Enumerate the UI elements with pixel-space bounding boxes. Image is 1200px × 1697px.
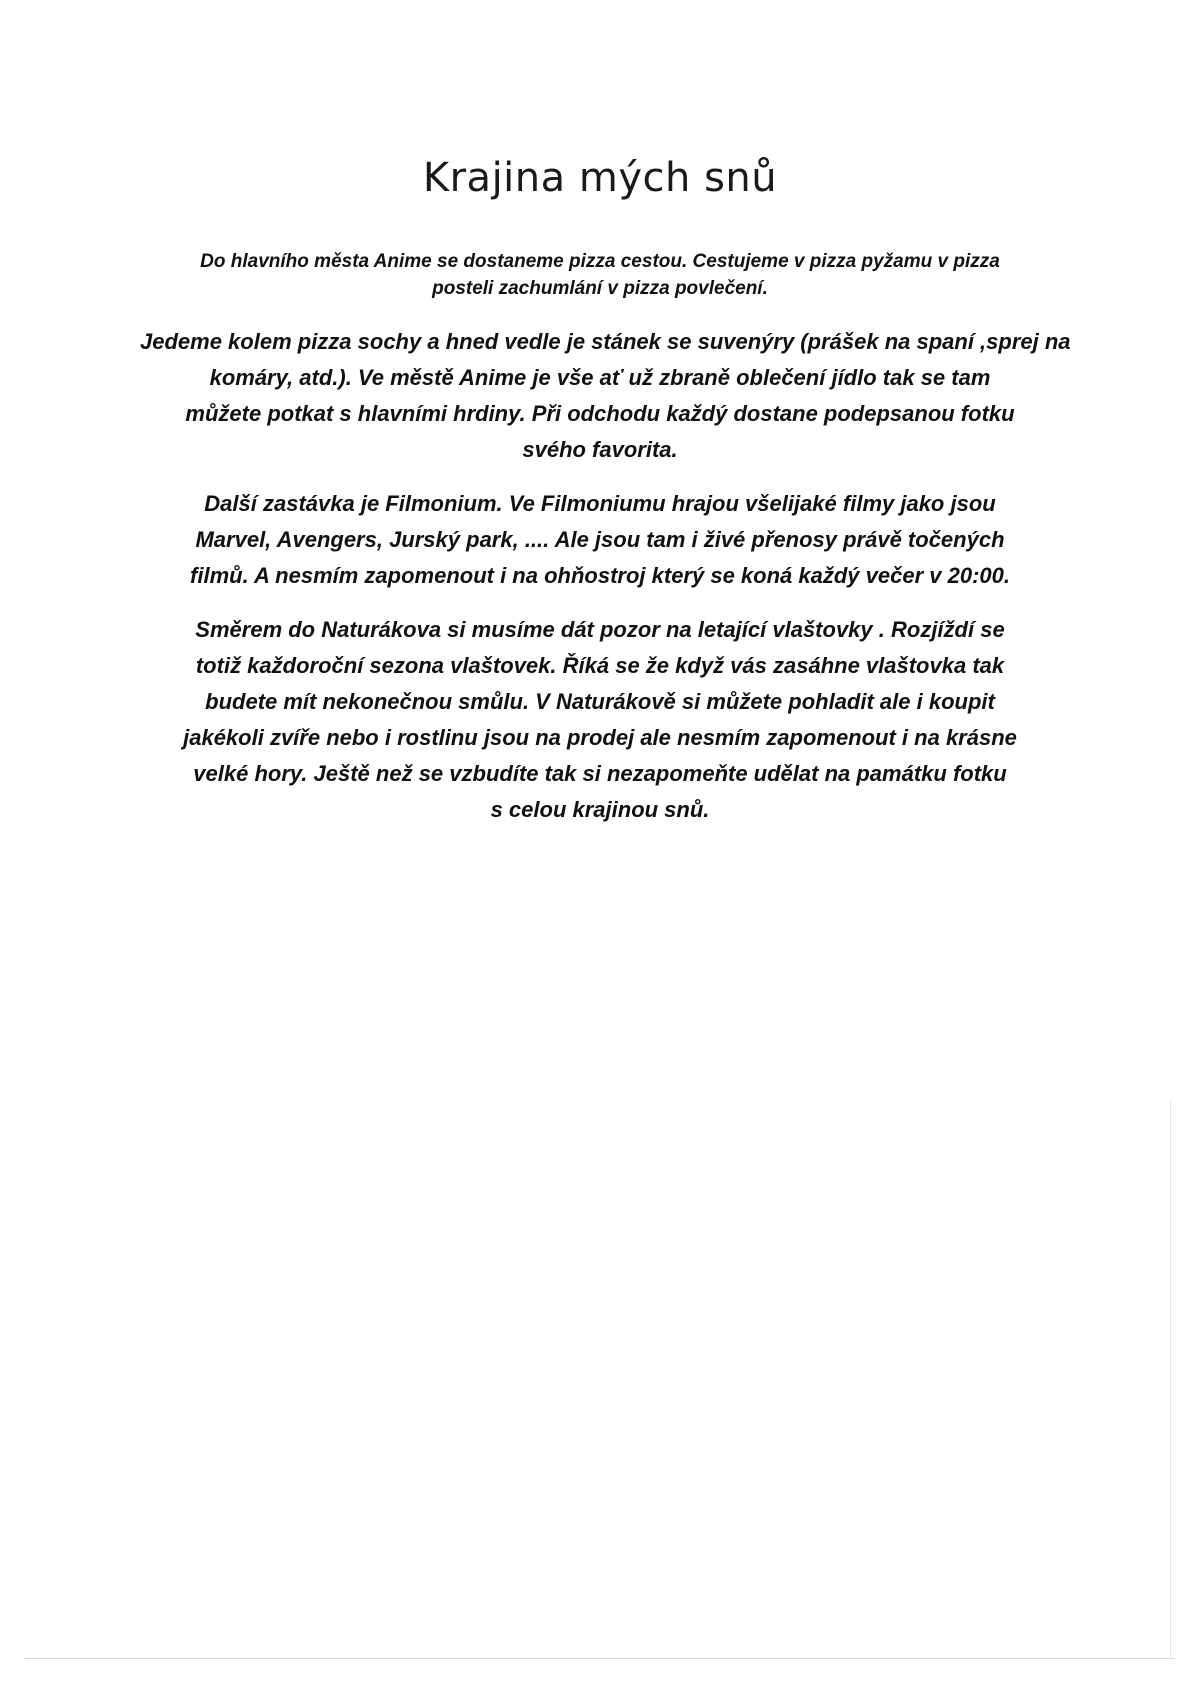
scan-edge-line (1170, 1100, 1171, 1660)
text-line: komáry, atd.). Ve městě Anime je vše ať už zbraně oblečení jídlo tak se tam (209, 365, 991, 390)
paragraph-3 (140, 486, 1060, 594)
text-line: Jedeme kolem pizza sochy a hned vedle je stánek se suvenýry (prášek na spaní ,sprej na (140, 329, 1071, 354)
text-line: jakékoli zvíře nebo i rostlinu jsou na prodej ale nesmím zapomenout i na krásne (183, 725, 1017, 750)
text-line: Směrem do Naturákova si musíme dát pozor na letající vlaštovky . Rozjíždí se (195, 617, 1005, 642)
scan-edge-line (25, 1658, 1175, 1659)
paragraph-2 (140, 324, 1071, 468)
paragraph-4 (140, 612, 1060, 828)
text-line: filmů. A nesmím zapomenout i na ohňostroj který se koná každý večer v 20:00. (190, 563, 1010, 588)
text-line: Další zastávka je Filmonium. Ve Filmoniumu hrajou všelijaké filmy jako jsou (204, 491, 996, 516)
text-line: svého favorita. (522, 437, 678, 462)
text-line: můžete potkat s hlavními hrdiny. Při odchodu každý dostane podepsanou fotku (185, 401, 1015, 426)
text-line: posteli zachumlání v pizza povlečení. (432, 278, 768, 299)
text-line: budete mít nekonečnou smůlu. V Naturákově si můžete pohladit ale i koupit (205, 689, 995, 714)
document-title: Krajina mých snů (422, 154, 778, 201)
text-line: totiž každoroční sezona vlaštovek. Říká se že když vás zasáhne vlaštovka tak (195, 653, 1005, 678)
text-line: velké hory. Ještě než se vzbudíte tak si nezapomeňte udělat na památku fotku (193, 761, 1007, 786)
paragraph-1 (140, 248, 1060, 302)
text-line: Do hlavního města Anime se dostaneme pizza cestou. Cestujeme v pizza pyžamu v pizza (200, 251, 1000, 272)
text-line: s celou krajinou snů. (490, 797, 710, 822)
document-body (140, 248, 1071, 846)
text-line: Marvel, Avengers, Jurský park, .... Ale jsou tam i živé přenosy právě točených (195, 527, 1005, 552)
